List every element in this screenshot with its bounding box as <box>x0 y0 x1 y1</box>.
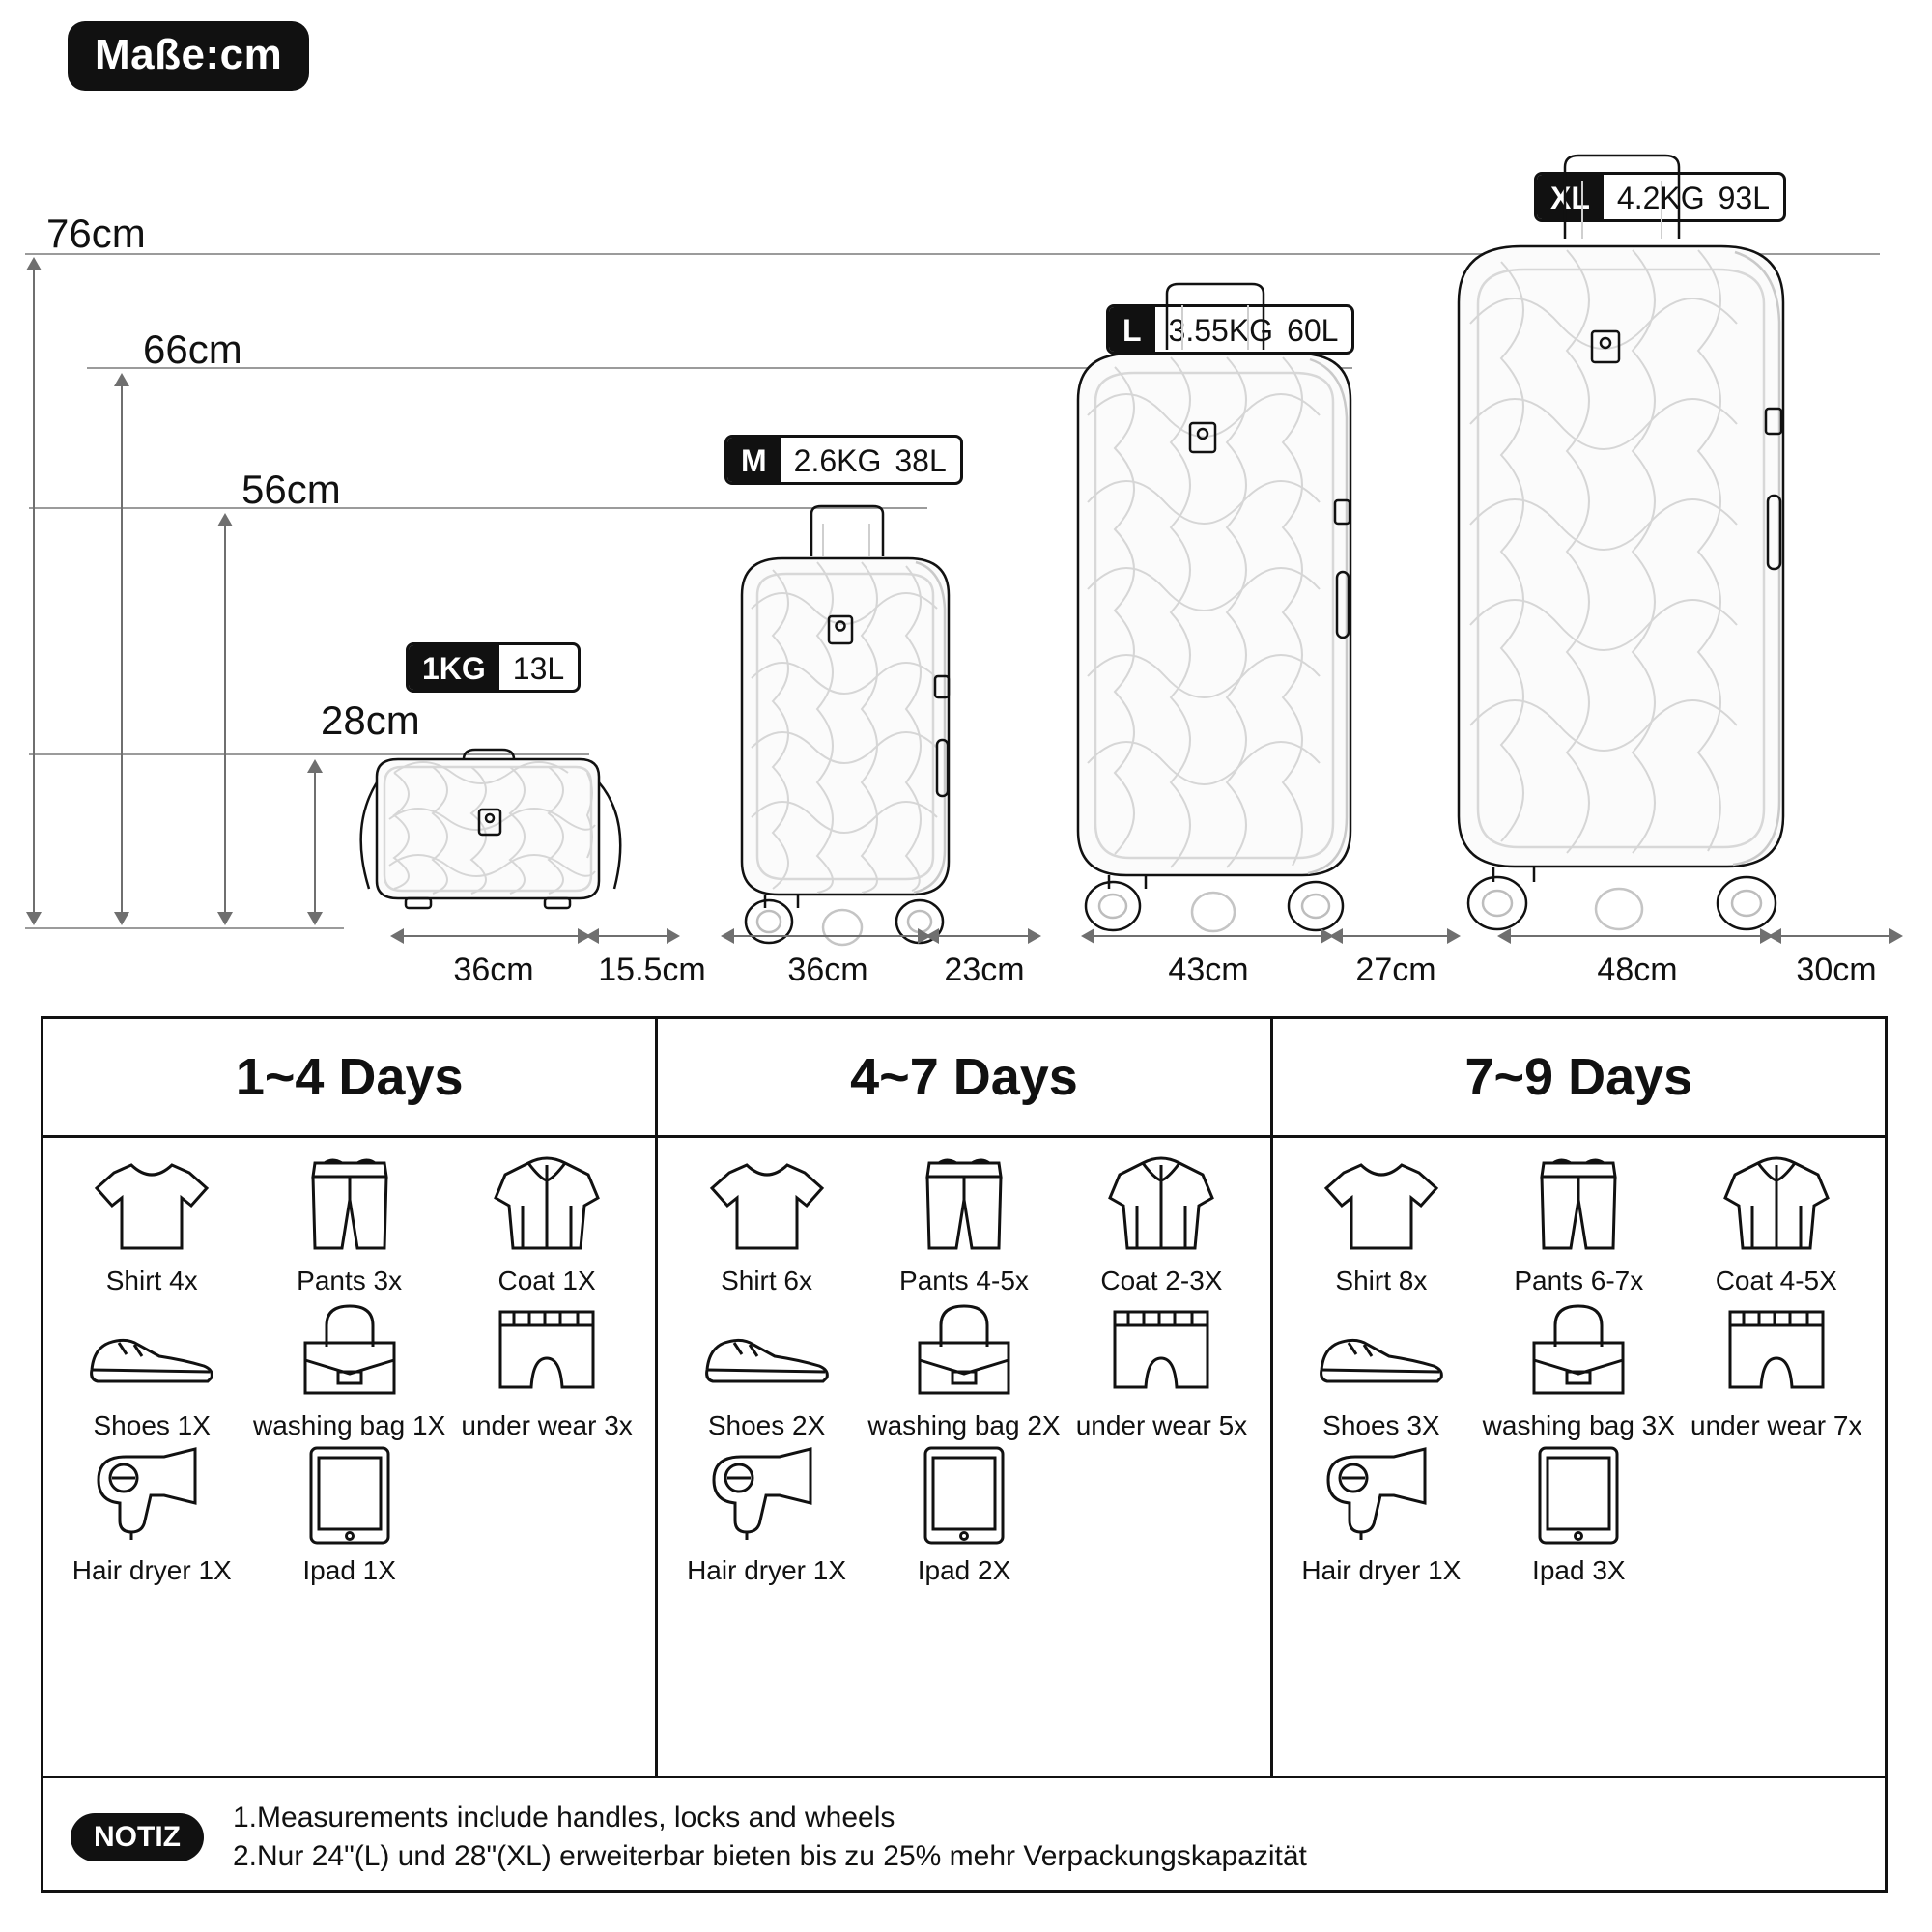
packing-table-header <box>43 1019 1885 1138</box>
ipad-icon <box>1532 1441 1625 1549</box>
packing-item-label: Hair dryer 1X <box>1301 1555 1462 1586</box>
dim-arrow-cosmetic-width-left <box>390 928 404 944</box>
axis-28cm <box>314 761 316 923</box>
dim-arrow-cosmetic-depth-left <box>585 928 599 944</box>
spec-size-xl: XL <box>1537 175 1604 219</box>
washing-bag-icon <box>292 1296 408 1405</box>
packing-item-label: washing bag 1X <box>253 1410 446 1441</box>
ipad-icon <box>303 1441 396 1549</box>
dim-line-l-depth <box>1335 935 1457 937</box>
packing-item-empty <box>448 1441 645 1586</box>
axis-76cm <box>33 259 35 923</box>
packing-item <box>1678 1151 1875 1296</box>
packing-item-label: Hair dryer 1X <box>687 1555 847 1586</box>
luggage-illustration-m <box>715 502 976 947</box>
packing-item <box>866 1151 1063 1296</box>
packing-table-body <box>43 1138 1885 1778</box>
packing-item-label: Shoes 3X <box>1322 1410 1440 1441</box>
packing-item <box>668 1441 865 1586</box>
spec-size-l: L <box>1109 307 1155 352</box>
coat-icon <box>484 1151 610 1260</box>
axis-76cm-arrow-top <box>26 257 42 270</box>
table-header-7-9-days: 7~9 Days <box>1270 1019 1885 1135</box>
luggage-illustration-l <box>1053 280 1381 947</box>
luggage-illustration-cosmetic-case <box>355 744 636 932</box>
packing-item-label: washing bag 2X <box>867 1410 1061 1441</box>
luggage-illustration-xl <box>1430 150 1816 942</box>
packing-column-7-9-days <box>1270 1138 1885 1776</box>
spec-weight-cosmetic: 1KG <box>409 645 499 690</box>
height-label-76cm: 76cm <box>46 211 146 256</box>
dim-line-cosmetic-width <box>396 935 587 937</box>
spec-volume-m: 38L <box>895 442 947 478</box>
shoes-icon <box>1314 1296 1449 1405</box>
dim-arrow-xl-width-left <box>1497 928 1511 944</box>
packing-item <box>53 1151 250 1296</box>
packing-item <box>1283 1296 1480 1441</box>
packing-item <box>1480 1441 1677 1586</box>
packing-item-label: Coat 4-5X <box>1715 1265 1837 1295</box>
dim-arrow-xl-depth-right <box>1889 928 1903 944</box>
packing-item <box>1063 1151 1260 1296</box>
spec-weight-m: 2.6KG <box>793 442 882 478</box>
packing-item <box>668 1296 865 1441</box>
packing-item <box>448 1151 645 1296</box>
dim-line-cosmetic-depth <box>591 935 676 937</box>
table-header-1-4-days: 1~4 Days <box>235 1048 464 1106</box>
packing-item-label: Ipad 1X <box>302 1555 396 1586</box>
hair-dryer-icon <box>1319 1441 1444 1549</box>
axis-56cm-arrow-top <box>217 513 233 526</box>
packing-item-label: under wear 5x <box>1075 1410 1248 1441</box>
shirt-icon <box>89 1151 214 1260</box>
packing-item-label: Pants 6-7x <box>1514 1265 1644 1295</box>
dim-label-m-width: 36cm <box>787 952 868 988</box>
dim-label-xl-width: 48cm <box>1597 952 1678 988</box>
packing-item-label: Shirt 6x <box>721 1265 813 1295</box>
axis-66cm-arrow-bottom <box>114 912 129 925</box>
dim-arrow-m-depth-left <box>925 928 939 944</box>
underwear-icon <box>1103 1296 1219 1405</box>
packing-item-label: Pants 4-5x <box>899 1265 1029 1295</box>
dim-arrow-l-width-left <box>1081 928 1094 944</box>
packing-column-4-7-days <box>655 1138 1269 1776</box>
coat-icon <box>1714 1151 1839 1260</box>
notiz-line-2: 2.Nur 24"(L) und 28"(XL) erweiterbar bieten bis zu 25% mehr Verpackungskapazität <box>233 1840 1307 1872</box>
packing-item <box>250 1151 447 1296</box>
underwear-icon <box>1719 1296 1834 1405</box>
pants-icon <box>292 1151 408 1260</box>
dim-arrow-m-width-left <box>721 928 734 944</box>
dim-arrow-l-depth-left <box>1329 928 1343 944</box>
measurement-unit-badge: Maße:cm <box>68 21 309 91</box>
packing-item <box>448 1296 645 1441</box>
axis-56cm-arrow-bottom <box>217 912 233 925</box>
shoes-icon <box>699 1296 835 1405</box>
spec-volume-l: 60L <box>1287 312 1339 348</box>
spec-volume-xl: 93L <box>1718 180 1770 215</box>
packing-item <box>1283 1441 1480 1586</box>
packing-item-label: Coat 1X <box>497 1265 596 1295</box>
axis-28cm-arrow-bottom <box>307 912 323 925</box>
spec-tag-cosmetic <box>406 642 581 693</box>
spec-weight-xl: 4.2KG <box>1616 180 1705 215</box>
packing-item <box>1480 1296 1677 1441</box>
dim-line-xl-width <box>1503 935 1770 937</box>
dim-arrow-l-depth-right <box>1447 928 1461 944</box>
packing-item-empty <box>1063 1441 1260 1586</box>
coat-icon <box>1098 1151 1224 1260</box>
packing-item-label: under wear 3x <box>461 1410 633 1441</box>
dim-label-m-depth: 23cm <box>944 952 1025 988</box>
height-label-56cm: 56cm <box>242 467 341 512</box>
axis-28cm-arrow-top <box>307 759 323 773</box>
dim-arrow-cosmetic-depth-right <box>667 928 680 944</box>
packing-item <box>1480 1151 1677 1296</box>
dim-label-l-depth: 27cm <box>1355 952 1436 988</box>
spec-weight-l: 3.55KG <box>1168 312 1274 348</box>
ipad-icon <box>918 1441 1010 1549</box>
underwear-icon <box>489 1296 605 1405</box>
axis-56cm <box>224 515 226 923</box>
dim-line-m-width <box>726 935 927 937</box>
packing-item-label: under wear 7x <box>1690 1410 1862 1441</box>
washing-bag-icon <box>906 1296 1022 1405</box>
packing-column-1-4-days <box>43 1138 655 1776</box>
shirt-icon <box>704 1151 830 1260</box>
packing-item-label: Hair dryer 1X <box>71 1555 232 1586</box>
shoes-icon <box>84 1296 219 1405</box>
dim-label-xl-depth: 30cm <box>1796 952 1877 988</box>
notiz-line-1: 1.Measurements include handles, locks and wheels <box>233 1801 895 1833</box>
packing-item-label: Shirt 8x <box>1335 1265 1428 1295</box>
packing-item-empty <box>1678 1441 1875 1586</box>
dim-label-cosmetic-width: 36cm <box>453 952 534 988</box>
packing-item-label: Ipad 2X <box>917 1555 1011 1586</box>
dim-arrow-m-depth-right <box>1028 928 1041 944</box>
packing-table <box>41 1016 1888 1893</box>
baseline <box>25 927 344 929</box>
packing-item <box>1063 1296 1260 1441</box>
shirt-icon <box>1319 1151 1444 1260</box>
pants-icon <box>1520 1151 1636 1260</box>
packing-item-label: Coat 2-3X <box>1100 1265 1223 1295</box>
dim-arrow-xl-depth-left <box>1768 928 1781 944</box>
packing-item-label: Shirt 4x <box>105 1265 198 1295</box>
dim-line-xl-depth <box>1774 935 1899 937</box>
packing-item-label: Shoes 2X <box>707 1410 826 1441</box>
dim-label-cosmetic-depth: 15.5cm <box>598 952 706 988</box>
packing-item-label: Shoes 1X <box>93 1410 211 1441</box>
dim-line-m-depth <box>931 935 1037 937</box>
dim-line-l-width <box>1087 935 1330 937</box>
packing-item <box>1678 1296 1875 1441</box>
pants-icon <box>906 1151 1022 1260</box>
packing-item <box>250 1296 447 1441</box>
dim-label-l-width: 43cm <box>1168 952 1249 988</box>
spec-volume-cosmetic: 13L <box>512 650 565 686</box>
axis-66cm <box>121 375 123 923</box>
packing-item-label: washing bag 3X <box>1482 1410 1675 1441</box>
spec-tag-m <box>724 435 963 485</box>
axis-76cm-arrow-bottom <box>26 912 42 925</box>
hair-dryer-icon <box>704 1441 830 1549</box>
spec-size-m: M <box>727 438 781 482</box>
hair-dryer-icon <box>89 1441 214 1549</box>
packing-item-label: Pants 3x <box>297 1265 403 1295</box>
notiz-text <box>233 1799 1307 1877</box>
notiz-row <box>43 1778 1885 1896</box>
packing-item <box>668 1151 865 1296</box>
packing-item <box>53 1296 250 1441</box>
packing-item <box>1283 1151 1480 1296</box>
packing-item <box>53 1441 250 1586</box>
washing-bag-icon <box>1520 1296 1636 1405</box>
packing-item <box>866 1441 1063 1586</box>
packing-item-label: Ipad 3X <box>1532 1555 1626 1586</box>
axis-66cm-arrow-top <box>114 373 129 386</box>
height-label-66cm: 66cm <box>143 327 242 372</box>
table-header-4-7-days: 4~7 Days <box>655 1019 1269 1135</box>
height-label-28cm: 28cm <box>321 697 420 743</box>
packing-item <box>250 1441 447 1586</box>
packing-item <box>866 1296 1063 1441</box>
notiz-badge: NOTIZ <box>71 1813 204 1861</box>
